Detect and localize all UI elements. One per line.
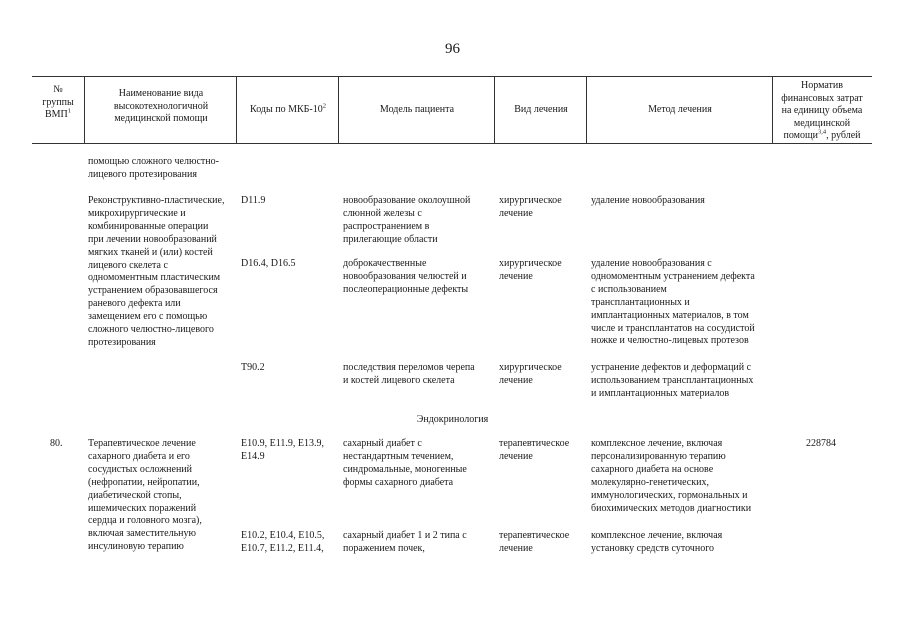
treatment-method: комплексное лечение, включая персонализированную терапию сахарного диабета на основе молекулярно-генетических, иммунологических, гормональных и биохимических методов диагностики — [591, 438, 752, 514]
footnote-ref: 1 — [67, 107, 72, 115]
header-top-rule — [32, 76, 872, 77]
header-icd-codes — [238, 104, 338, 117]
treatment-type: хирургическое лечение — [499, 195, 562, 219]
icd-codes: E10.9, E11.9, E13.9, E14.9 — [241, 438, 324, 462]
header-patient-model: Модель пациента — [379, 104, 455, 115]
header-bottom-rule — [32, 143, 872, 144]
continuation-care-name: помощью сложного челюстно- лицевого протезирования — [88, 156, 219, 180]
header-icd-codes-text: Коды по МКБ-10 — [250, 104, 323, 115]
header-divider — [494, 76, 495, 143]
header-cost-norm-unit: , рублей — [826, 130, 861, 141]
header-care-name: Наименование вида высокотехнологичной медицинской помощи — [113, 88, 209, 124]
icd-codes: D11.9 — [241, 195, 266, 206]
header-cost-norm — [772, 80, 872, 143]
header-cost-norm-text: Норматив финансовых затрат на единицу объема медицинской помощи — [781, 80, 863, 141]
icd-codes: E10.2, E10.4, E10.5, E10.7, E11.2, E11.4, — [241, 530, 325, 554]
patient-model: последствия переломов черепа и костей лицевого скелета — [343, 362, 475, 386]
treatment-type: терапевтическое лечение — [499, 438, 570, 462]
header-divider — [586, 76, 587, 143]
patient-model: сахарный диабет с нестандартным течением, синдромальные, моногенные формы сахарного диабета — [343, 438, 467, 488]
patient-model: доброкачественные новообразования челюстей и послеоперационные дефекты — [343, 258, 469, 295]
treatment-type: терапевтическое лечение — [499, 530, 570, 554]
block1-care-name: Реконструктивно-пластические, микрохирургические и комбинированные операции при лечении новообразований мягких тканей и (или) костей лицевого скелета с одномоментным пластическим устранением образовавшегося раневого дефекта или замещением его с помощью сложного челюстно-лицевого протезирования — [88, 195, 225, 348]
treatment-method: удаление новообразования с одномоментным устранением дефекта с использованием трансплантационных и имплантационных материалов, в том числе и трансплантатов на сосудистой ножке и челюстно-лицевых протезов — [591, 258, 755, 347]
treatment-method: удаление новообразования — [591, 195, 705, 206]
header-group-number-text: № группы ВМП — [42, 84, 74, 120]
footnote-ref: 3,4 — [818, 128, 827, 136]
treatment-type: хирургическое лечение — [499, 258, 562, 282]
header-divider — [236, 76, 237, 143]
page-number: 96 — [445, 41, 460, 57]
cost-norm-value: 228784 — [806, 438, 836, 449]
header-treatment-type: Вид лечения — [514, 104, 568, 115]
treatment-method: устранение дефектов и деформаций с использованием трансплантационных и имплантационных материалов — [591, 362, 754, 399]
treatment-method: комплексное лечение, включая установку средств суточного — [591, 530, 723, 554]
treatment-type: хирургическое лечение — [499, 362, 562, 386]
icd-codes: D16.4, D16.5 — [241, 258, 296, 269]
header-divider — [84, 76, 85, 143]
header-divider — [338, 76, 339, 143]
header-treatment-method: Метод лечения — [648, 104, 712, 115]
patient-model: новообразование околоушной слюнной железы с распространением в прилегающие области — [343, 195, 471, 245]
group-number: 80. — [50, 438, 63, 449]
block2-care-name: Терапевтическое лечение сахарного диабета и его сосудистых осложнений (нефропатии, нейропатии, диабетической стопы, ишемических поражений сердца и головного мозга), включая заместительную инсулиновую терапию — [88, 438, 202, 553]
header-group-number — [32, 84, 84, 122]
section-title: Эндокринология — [416, 414, 489, 425]
icd-codes: T90.2 — [241, 362, 265, 373]
footnote-ref: 2 — [322, 102, 326, 110]
patient-model: сахарный диабет 1 и 2 типа с поражением почек, — [343, 530, 467, 554]
